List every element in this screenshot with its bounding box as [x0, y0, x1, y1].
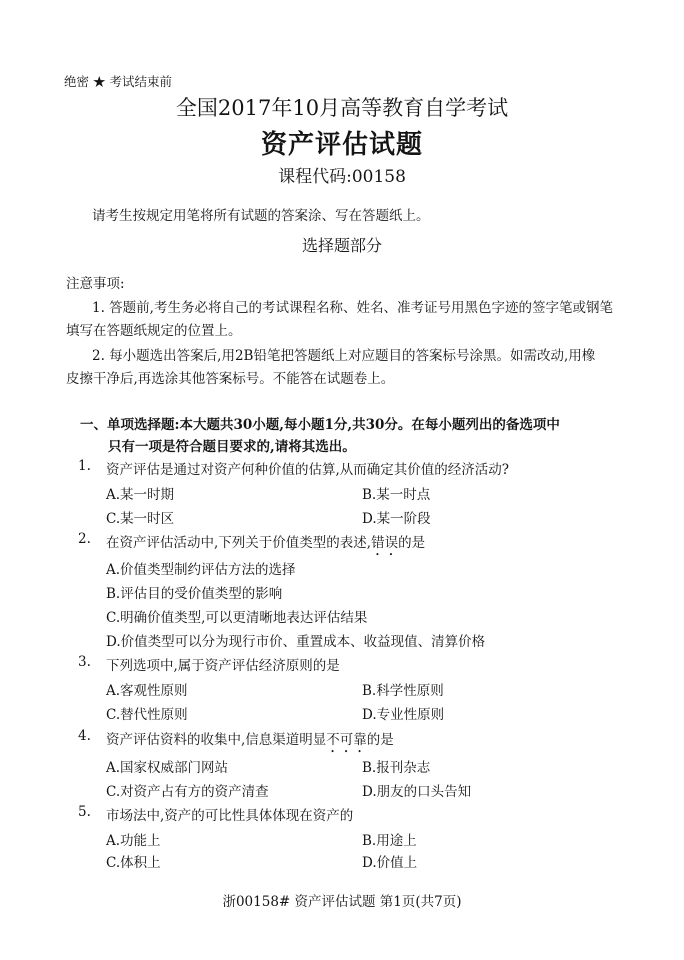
question-1-option-b: B.某一时点 — [362, 487, 431, 503]
exam-title: 全国2017年10月高等教育自学考试 — [175, 96, 509, 120]
question-4-option-b: B.报刊杂志 — [362, 760, 431, 776]
question-text — [106, 728, 394, 756]
question-5-option-d: D.价值上 — [362, 855, 418, 871]
question-number: 1. — [78, 458, 91, 474]
page-footer: 浙00158# 资产评估试题 第1页(共7页) — [222, 894, 462, 910]
question-1-option-a: A.某一时期 — [106, 487, 175, 503]
question-text: 市场法中,资产的可比性具体体现在资产的 — [106, 808, 354, 824]
question-text-part: 资产评估资料的收集中,信息渠道明显 — [106, 732, 327, 748]
notice-item-1-line-1: 1. 答题前,考生务必将自己的考试课程名称、姓名、准考证号用黑色字迹的签字笔或钢笔 — [92, 300, 613, 316]
notice-item-2-line-2: 皮擦干净后,再选涂其他答案标号。不能答在试题卷上。 — [66, 371, 395, 387]
question-5-option-b: B.用途上 — [362, 833, 417, 849]
question-number: 2. — [78, 531, 91, 547]
question-4-option-d: D.朋友的口头告知 — [362, 784, 472, 800]
question-3-option-b: B.科学性原则 — [362, 683, 444, 699]
question-1-option-d: D.某一阶段 — [362, 511, 431, 527]
emphasized-word: 错误 — [371, 535, 399, 551]
question-number: 4. — [78, 728, 91, 744]
question-text: 资产评估是通过对资产何种价值的估算,从而确定其价值的经济活动? — [106, 462, 510, 478]
question-2-option-b: B.评估目的受价值类型的影响 — [106, 586, 283, 602]
notice-item-1-line-2: 填写在答题纸规定的位置上。 — [66, 323, 242, 339]
question-4-option-a: A.国家权威部门网站 — [106, 760, 229, 776]
section-title: 选择题部分 — [301, 236, 382, 255]
question-number: 5. — [78, 804, 91, 820]
question-text-part: 的是 — [398, 535, 426, 551]
part-one-heading-line-1: 一、单项选择题:本大题共30小题,每小题1分,共30分。在每小题列出的备选项中 — [80, 417, 560, 433]
notice-item-2-line-1: 2. 每小题选出答案后,用2B铅笔把答题纸上对应题目的答案标号涂黑。如需改动,用橡 — [92, 348, 596, 364]
question-4-option-c: C.对资产占有方的资产清查 — [106, 784, 269, 800]
notice-title: 注意事项: — [66, 276, 125, 292]
question-text: 下列选项中,属于资产评估经济原则的是 — [106, 658, 340, 674]
question-3-option-c: C.替代性原则 — [106, 707, 188, 723]
question-text-part: 在资产评估活动中,下列关于价值类型的表述, — [106, 535, 372, 551]
course-code: 课程代码:00158 — [278, 167, 406, 187]
question-text-part: 的是 — [366, 732, 394, 748]
confidential-label: 绝密 ★ 考试结束前 — [64, 74, 172, 89]
emphasized-word: 不可靠 — [326, 732, 367, 748]
question-number: 3. — [78, 654, 91, 670]
question-5-option-a: A.功能上 — [106, 833, 161, 849]
question-3-option-d: D.专业性原则 — [362, 707, 445, 723]
question-5-option-c: C.体积上 — [106, 855, 161, 871]
paper-title: 资产评估试题 — [260, 130, 423, 160]
part-one-heading-line-2: 只有一项是符合题目要求的,请将其选出。 — [108, 439, 356, 455]
question-2-option-d: D.价值类型可以分为现行市价、重置成本、收益现值、清算价格 — [106, 634, 486, 650]
question-text — [106, 531, 425, 559]
answer-instruction: 请考生按规定用笔将所有试题的答案涂、写在答题纸上。 — [92, 208, 430, 224]
question-2-option-a: A.价值类型制约评估方法的选择 — [106, 562, 296, 578]
question-3-option-a: A.客观性原则 — [106, 683, 188, 699]
question-2-option-c: C.明确价值类型,可以更清晰地表达评估结果 — [106, 610, 368, 626]
question-1-option-c: C.某一时区 — [106, 511, 175, 527]
